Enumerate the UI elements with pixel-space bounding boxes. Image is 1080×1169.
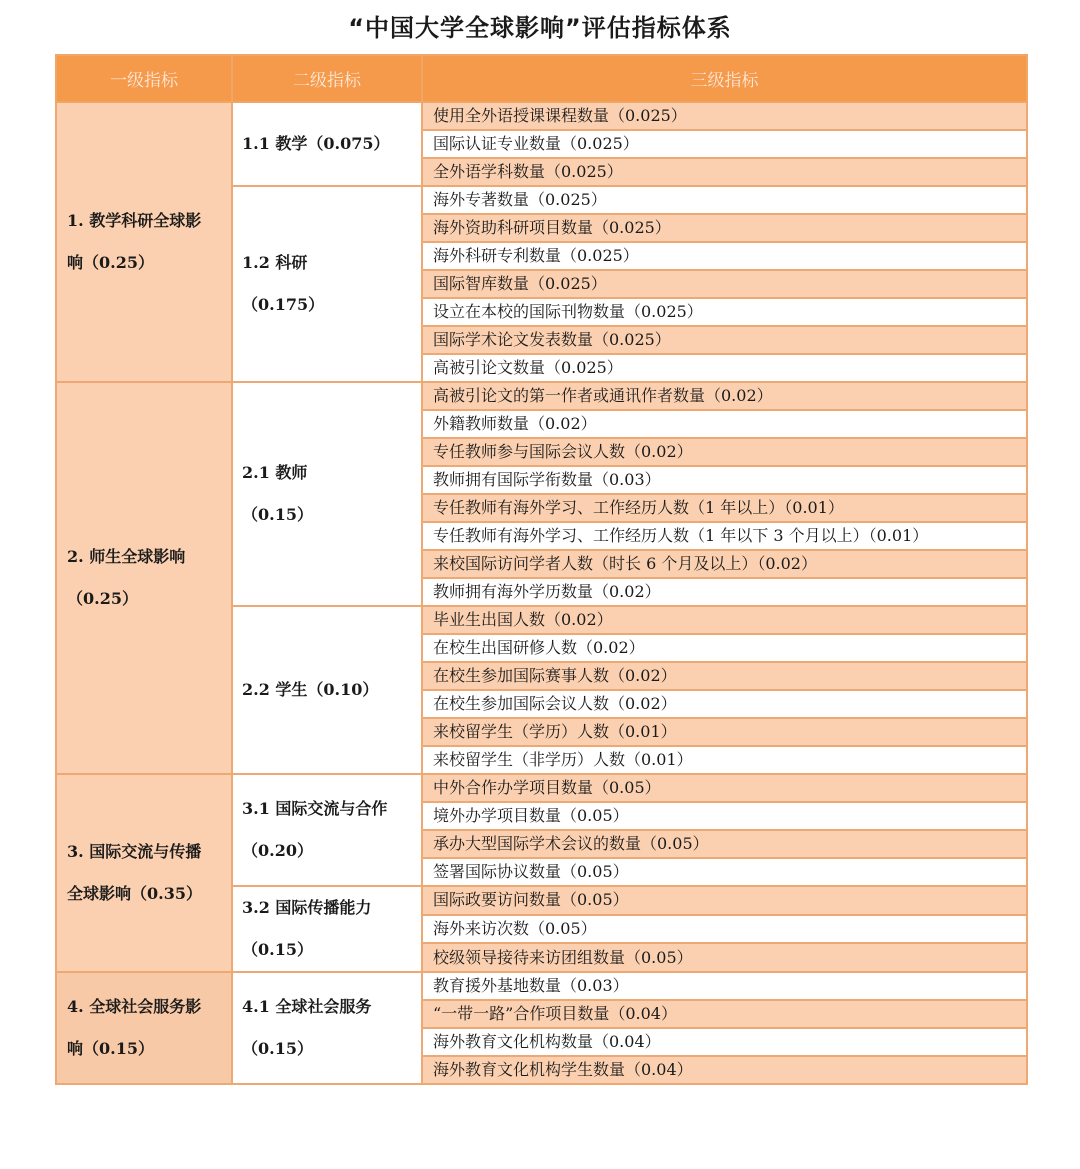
- level2-label: 4.1 全球社会服务: [242, 997, 372, 1016]
- level2-weight: （0.15）: [242, 940, 313, 959]
- level3-cell: 海外科研专利数量（0.025）: [422, 242, 1027, 270]
- level1-weight: 全球影响（0.35）: [67, 884, 202, 903]
- level3-cell: 国际政要访问数量（0.05）: [422, 886, 1027, 915]
- header-level1: 一级指标: [56, 55, 232, 102]
- level1-cell: [56, 382, 232, 774]
- level3-cell: 在校生参加国际会议人数（0.02）: [422, 690, 1027, 718]
- level3-cell: 专任教师参与国际会议人数（0.02）: [422, 438, 1027, 466]
- level2-cell: [232, 774, 422, 886]
- level3-cell: 高被引论文的第一作者或通讯作者数量（0.02）: [422, 382, 1027, 410]
- level1-label: 2. 师生全球影响: [67, 547, 186, 566]
- level1-cell: [56, 972, 232, 1084]
- level2-weight: （0.175）: [242, 295, 325, 314]
- level3-cell: 毕业生出国人数（0.02）: [422, 606, 1027, 634]
- page-title: “中国大学全球影响”评估指标体系: [348, 14, 732, 42]
- level2-cell: [232, 382, 422, 606]
- level3-cell: 教师拥有国际学衔数量（0.03）: [422, 466, 1027, 494]
- header-level2: 二级指标: [232, 55, 422, 102]
- level1-cell: [56, 102, 232, 382]
- level3-cell: 海外来访次数（0.05）: [422, 915, 1027, 944]
- level2-cell: [232, 886, 422, 972]
- table-row: [56, 382, 1027, 410]
- level1-weight: 响（0.25）: [67, 253, 154, 272]
- level3-cell: 高被引论文数量（0.025）: [422, 354, 1027, 382]
- level1-weight: 响（0.15）: [67, 1039, 154, 1058]
- level3-cell: 海外专著数量（0.025）: [422, 186, 1027, 214]
- level3-cell: 海外教育文化机构数量（0.04）: [422, 1028, 1027, 1056]
- level1-cell: [56, 774, 232, 972]
- level3-cell: 签署国际协议数量（0.05）: [422, 858, 1027, 886]
- level1-weight: （0.25）: [67, 589, 138, 608]
- level3-cell: 全外语学科数量（0.025）: [422, 158, 1027, 186]
- level2-label: 2.1 教师: [242, 463, 308, 482]
- level3-cell: 使用全外语授课课程数量（0.025）: [422, 102, 1027, 130]
- table-row: [56, 972, 1027, 1000]
- level2-cell: [232, 606, 422, 774]
- level3-cell: 海外资助科研项目数量（0.025）: [422, 214, 1027, 242]
- level2-cell: [232, 102, 422, 186]
- level3-cell: 专任教师有海外学习、工作经历人数（1 年以下 3 个月以上）（0.01）: [422, 522, 1027, 550]
- level2-weight: （0.15）: [242, 505, 313, 524]
- level2-label: 2.2 学生（0.10）: [242, 680, 379, 699]
- level3-cell: 教师拥有海外学历数量（0.02）: [422, 578, 1027, 606]
- level3-cell: 海外教育文化机构学生数量（0.04）: [422, 1056, 1027, 1084]
- level2-label: 1.1 教学（0.075）: [242, 134, 390, 153]
- level2-label: 1.2 科研: [242, 253, 308, 272]
- level2-cell: [232, 972, 422, 1084]
- level3-cell: 承办大型国际学术会议的数量（0.05）: [422, 830, 1027, 858]
- level2-weight: （0.15）: [242, 1039, 313, 1058]
- header-level3: 三级指标: [422, 55, 1027, 102]
- table-header-row: [56, 55, 1027, 102]
- level1-label: 4. 全球社会服务影: [67, 997, 202, 1016]
- level3-cell: 教育援外基地数量（0.03）: [422, 972, 1027, 1000]
- level3-cell: 在校生出国研修人数（0.02）: [422, 634, 1027, 662]
- level3-cell: 境外办学项目数量（0.05）: [422, 802, 1027, 830]
- level3-cell: 来校国际访问学者人数（时长 6 个月及以上）（0.02）: [422, 550, 1027, 578]
- level3-cell: 设立在本校的国际刊物数量（0.025）: [422, 298, 1027, 326]
- level3-cell: 国际认证专业数量（0.025）: [422, 130, 1027, 158]
- level3-cell: 专任教师有海外学习、工作经历人数（1 年以上）（0.01）: [422, 494, 1027, 522]
- level3-cell: 国际智库数量（0.025）: [422, 270, 1027, 298]
- level3-cell: 来校留学生（学历）人数（0.01）: [422, 718, 1027, 746]
- level2-weight: （0.20）: [242, 841, 313, 860]
- level1-label: 1. 教学科研全球影: [67, 211, 202, 230]
- level3-cell: 国际学术论文发表数量（0.025）: [422, 326, 1027, 354]
- table-row: [56, 102, 1027, 130]
- table-row: [56, 774, 1027, 802]
- level3-cell: “一带一路”合作项目数量（0.04）: [422, 1000, 1027, 1028]
- level3-cell: 中外合作办学项目数量（0.05）: [422, 774, 1027, 802]
- level2-label: 3.1 国际交流与合作: [242, 799, 388, 818]
- level3-cell: 在校生参加国际赛事人数（0.02）: [422, 662, 1027, 690]
- level1-label: 3. 国际交流与传播: [67, 842, 202, 861]
- level3-cell: 外籍教师数量（0.02）: [422, 410, 1027, 438]
- indicator-table: [55, 54, 1028, 1085]
- level3-cell: 来校留学生（非学历）人数（0.01）: [422, 746, 1027, 774]
- level3-cell: 校级领导接待来访团组数量（0.05）: [422, 943, 1027, 972]
- level2-cell: [232, 186, 422, 382]
- level2-label: 3.2 国际传播能力: [242, 898, 372, 917]
